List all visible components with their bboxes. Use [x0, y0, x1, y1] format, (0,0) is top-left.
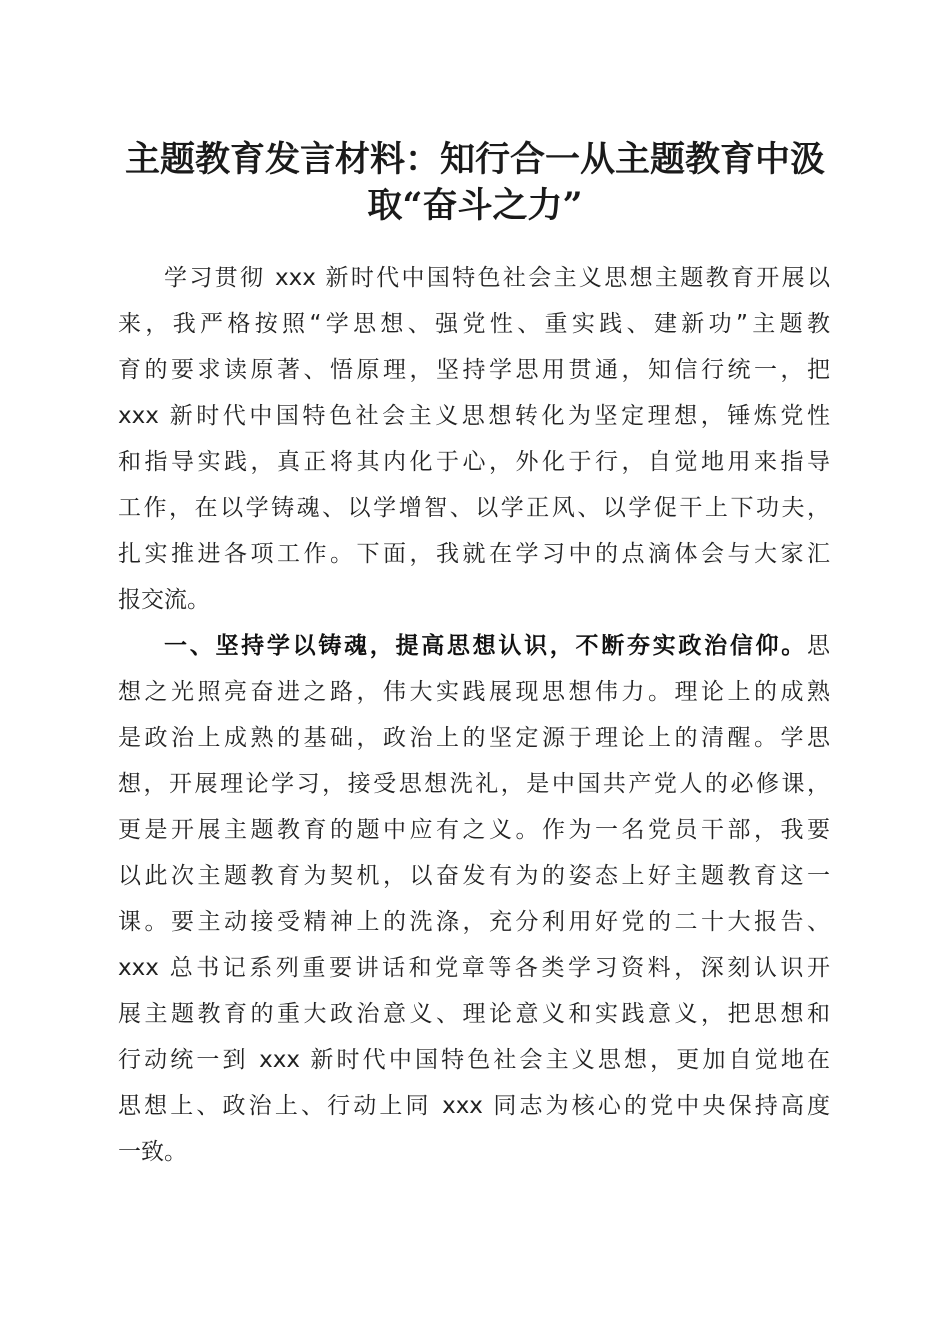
text-line: 课。要主动接受精神上的洗涤，充分利用好党的二十大报告、 [118, 909, 830, 935]
text-line: xxx 新时代中国特色社会主义思想转化为坚定理想，锤炼党性 [118, 403, 830, 429]
text-line: xxx 总书记系列重要讲话和党章等各类学习资料，深刻认识开 [118, 955, 830, 981]
text-line: 展主题教育的重大政治意义、理论意义和实践意义，把思想和 [118, 1001, 830, 1027]
section-heading: 一、坚持学以铸魂，提高思想认识，不断夯实政治信仰。 [164, 633, 807, 659]
text-line: 工作，在以学铸魂、以学增智、以学正风、以学促干上下功夫， [118, 495, 830, 521]
text-line: 想，开展理论学习，接受思想洗礼，是中国共产党人的必修课， [118, 771, 830, 797]
text-line: 行动统一到 xxx 新时代中国特色社会主义思想，更加自觉地在 [118, 1047, 830, 1073]
text-line: 以此次主题教育为契机，以奋发有为的姿态上好主题教育这一 [118, 863, 830, 889]
document-title-line-2: 取“奋斗之力” [367, 185, 583, 226]
document-body [118, 255, 830, 1175]
paragraph-intro [118, 255, 830, 623]
paragraph-section-1 [118, 623, 830, 1175]
text-line: 是政治上成熟的基础，政治上的坚定源于理论上的清醒。学思 [118, 725, 830, 751]
text-line: 扎实推进各项工作。下面，我就在学习中的点滴体会与大家汇 [118, 541, 830, 567]
text-line: 和指导实践，真正将其内化于心，外化于行，自觉地用来指导 [118, 449, 830, 475]
text-line: 更是开展主题教育的题中应有之义。作为一名党员干部，我要 [118, 817, 830, 843]
text-line: 育的要求读原著、悟原理，坚持学思用贯通，知信行统一，把 [118, 357, 830, 383]
text-line: 思想上、政治上、行动上同 xxx 同志为核心的党中央保持高度 [118, 1093, 830, 1119]
text-fragment: 思 [807, 633, 830, 659]
text-line: 报交流。 [118, 587, 210, 613]
text-line: 想之光照亮奋进之路，伟大实践展现思想伟力。理论上的成熟 [118, 679, 830, 705]
document-title-line-1: 主题教育发言材料：知行合一从主题教育中汲 [124, 139, 825, 180]
text-line: 学习贯彻 xxx 新时代中国特色社会主义思想主题教育开展以 [164, 265, 830, 291]
text-line: 来，我严格按照“学思想、强党性、重实践、建新功”主题教 [118, 311, 830, 337]
text-line: 一致。 [118, 1139, 187, 1165]
section-heading-line [118, 623, 830, 669]
